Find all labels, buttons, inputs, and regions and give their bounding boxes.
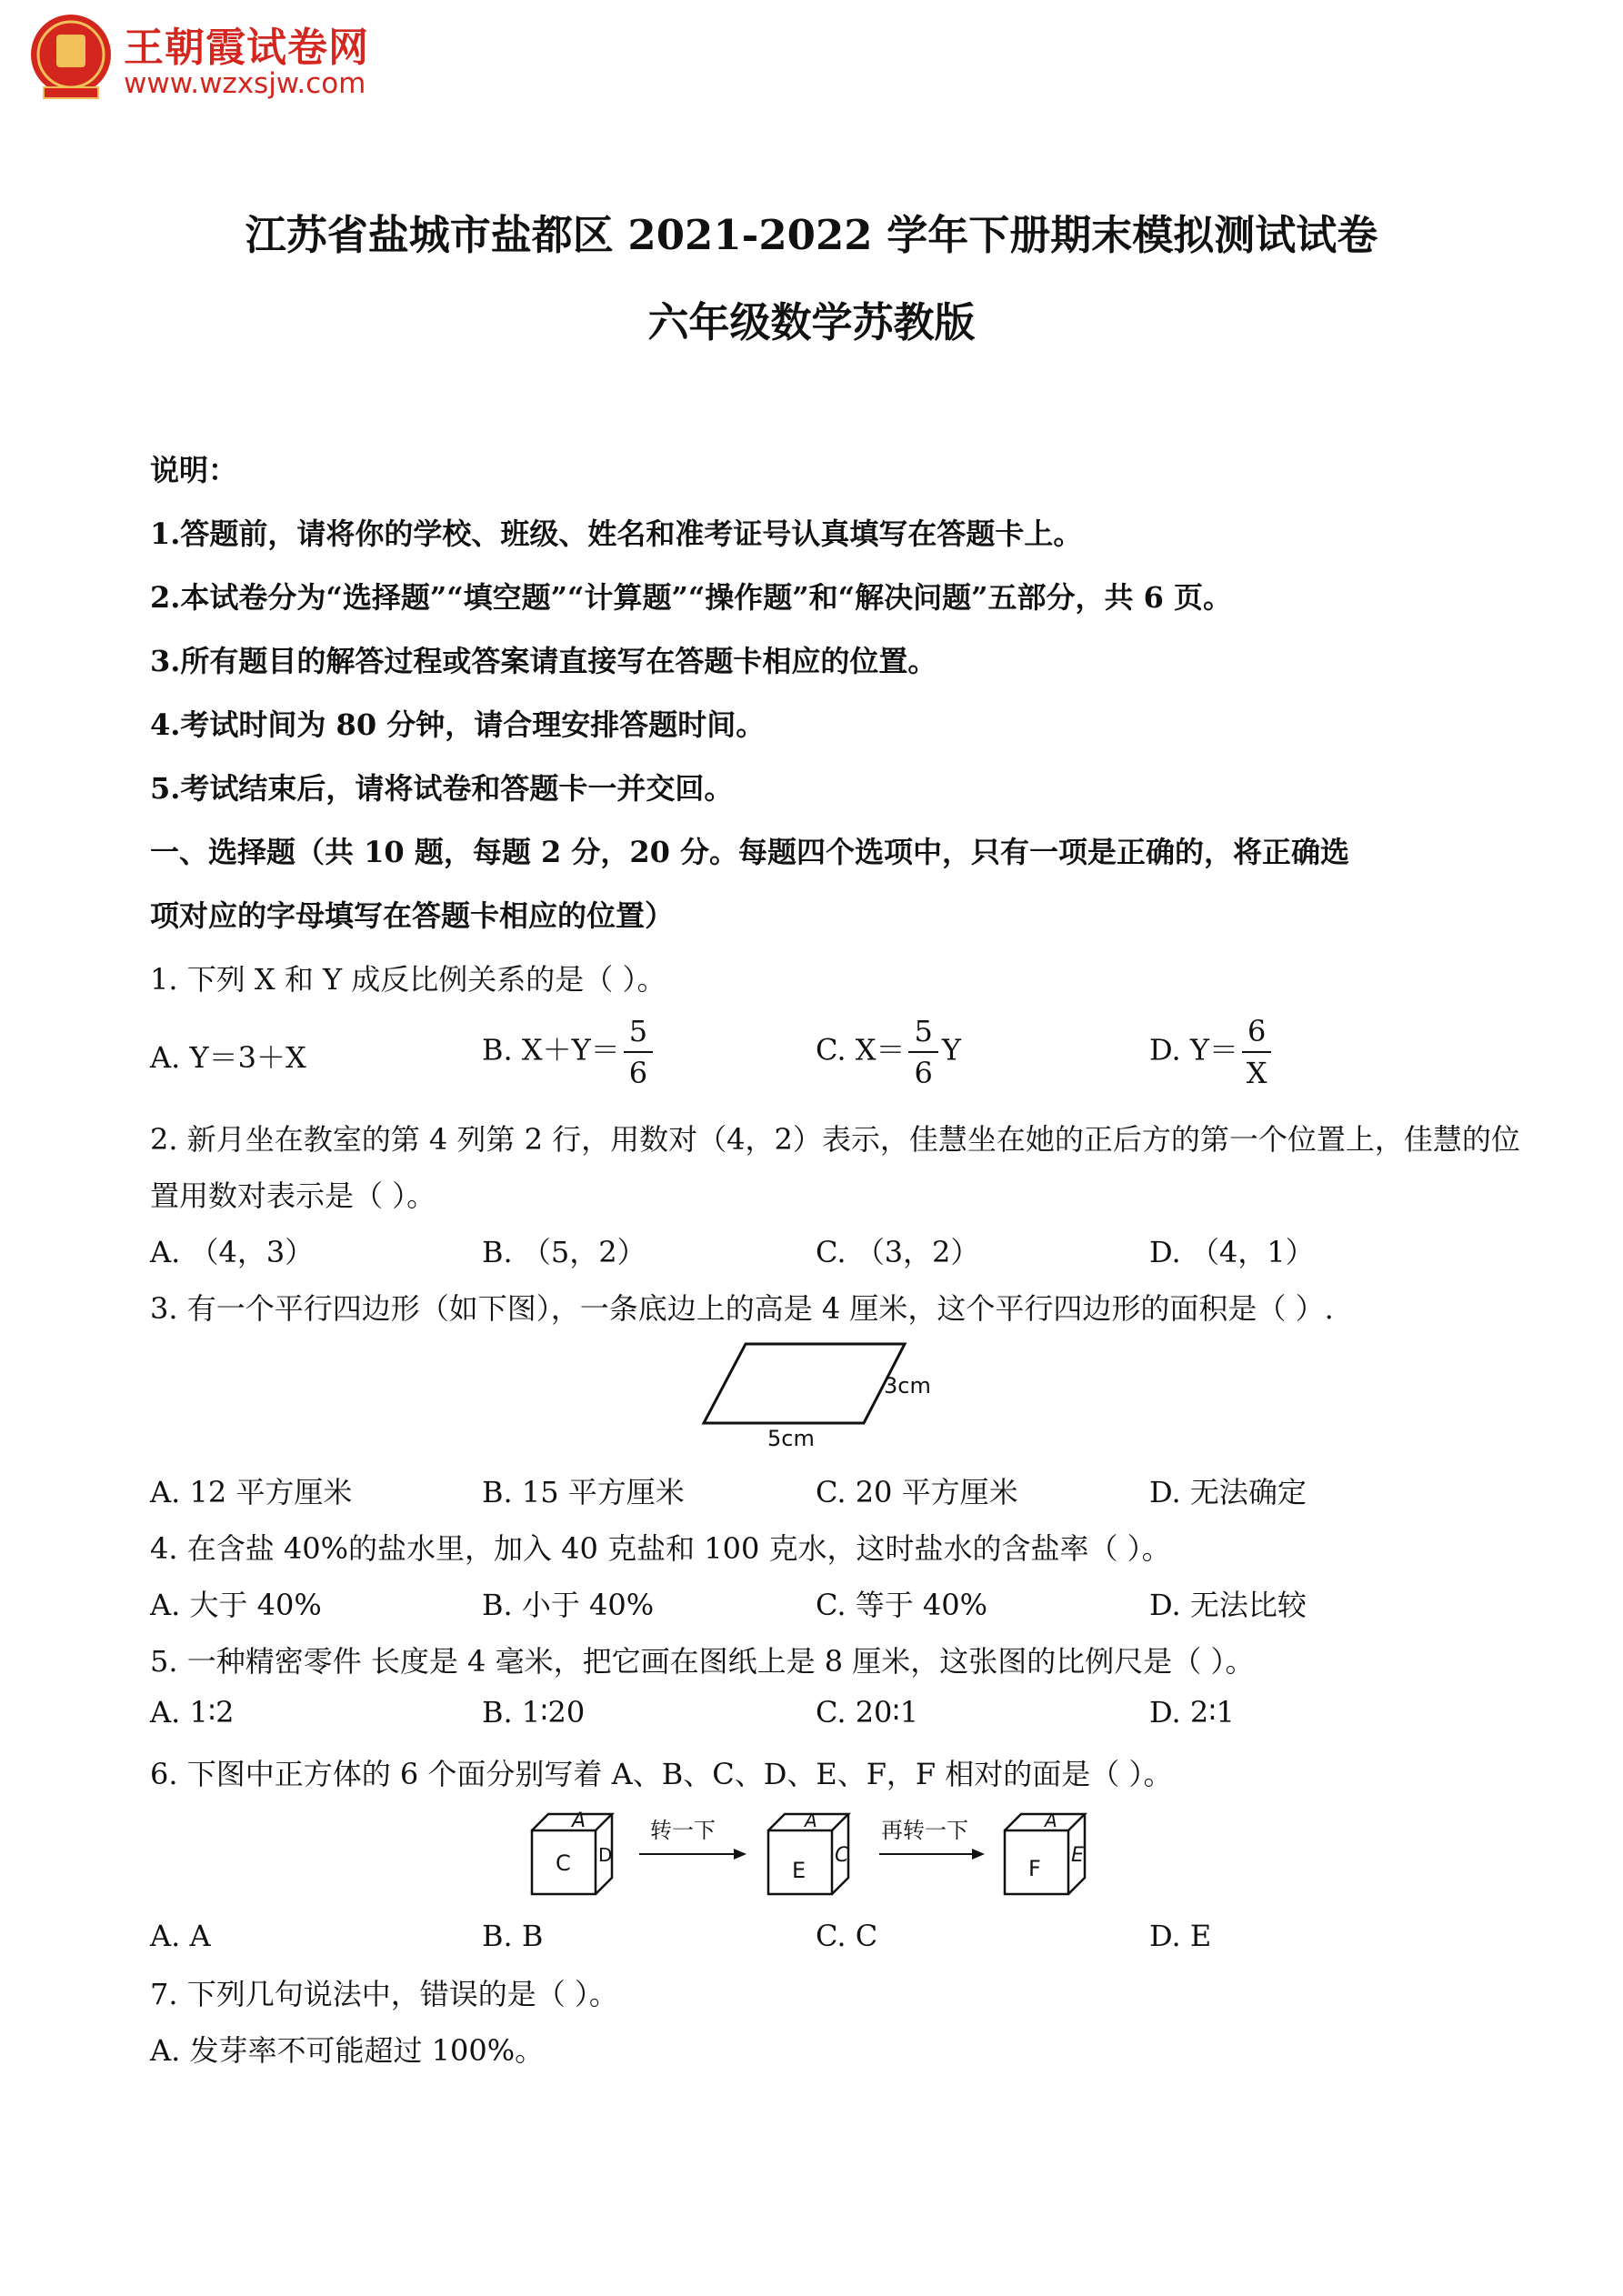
cube-3-front-label: F [1028, 1856, 1041, 1881]
question-1-option-a[interactable]: A. Y＝3＋X [150, 1040, 306, 1075]
question-1-option-b[interactable] [482, 1011, 656, 1093]
question-7-option-a[interactable]: A. 发芽率不可能超过 100%。 [150, 2033, 545, 2068]
site-logo[interactable] [25, 11, 571, 106]
option-b-prefix: B. X＋Y＝ [482, 1032, 620, 1068]
cube-2-front-label: E [792, 1858, 806, 1883]
question-3-option-d[interactable]: D. 无法确定 [1149, 1475, 1307, 1509]
question-6-option-a[interactable]: A. A [150, 1919, 211, 1953]
instructions-heading: 说明： [150, 453, 238, 487]
base-length-label: 5cm [767, 1426, 815, 1450]
logo-url[interactable]: www.wzxsjw.com [124, 67, 366, 100]
question-5-option-a[interactable]: A. 1∶2 [150, 1695, 235, 1730]
seal-logo-icon [25, 11, 116, 102]
section-heading: 一、选择题（共 10 题，每题 2 分，20 分。每题四个选项中，只有一项是正确的，将正确选 [150, 835, 1350, 869]
question-5-option-b[interactable]: B. 1∶20 [482, 1695, 586, 1730]
parallelogram-figure [691, 1337, 946, 1450]
question-4-stem: 4. 在含盐 40%的盐水里，加入 40 克盐和 100 克水，这时盐水的含盐率（ ）。 [150, 1531, 1171, 1566]
question-3-option-a[interactable]: A. 12 平方厘米 [150, 1475, 353, 1509]
exam-subtitle: 六年级数学苏教版 [647, 298, 976, 346]
question-3-option-b[interactable]: B. 15 平方厘米 [482, 1475, 685, 1509]
question-1-option-c[interactable] [816, 1011, 961, 1093]
cube-2-top-label: A [805, 1810, 817, 1831]
question-4-option-c[interactable]: C. 等于 40% [816, 1588, 987, 1622]
cube-3-top-label: A [1045, 1810, 1057, 1831]
question-1-option-d[interactable] [1149, 1011, 1275, 1093]
fraction: $\frac{6}{X}$ [1242, 1011, 1271, 1093]
logo-title: 王朝霞试卷网 [124, 25, 369, 71]
cube-3-side-label: E [1071, 1844, 1084, 1867]
cube-1-top-label: A [572, 1810, 586, 1832]
question-5-option-c[interactable]: C. 20∶1 [816, 1695, 919, 1730]
instruction-item: 3.所有题目的解答过程或答案请直接写在答题卡相应的位置。 [150, 644, 937, 678]
question-2-option-a[interactable]: A. （4，3） [150, 1235, 315, 1269]
fraction: $\frac{5}{6}$ [624, 1011, 653, 1093]
cube-2-side-label: C [835, 1844, 849, 1867]
question-2-stem: 2. 新月坐在教室的第 4 列第 2 行，用数对（4，2）表示，佳慧坐在她的正后方的第一个位置上，佳慧的位 [150, 1122, 1520, 1157]
instruction-item: 4.考试时间为 80 分钟，请合理安排答题时间。 [150, 707, 766, 742]
instruction-item: 2.本试卷分为“选择题”“填空题”“计算题”“操作题”和“解决问题”五部分，共 6 页。 [150, 580, 1233, 615]
option-c-suffix: Y [941, 1032, 961, 1068]
arrow-2-label: 再转一下 [881, 1818, 968, 1843]
question-1-stem: 1. 下列 X 和 Y 成反比例关系的是（ ）。 [150, 962, 666, 997]
fraction: $\frac{5}{6}$ [908, 1011, 937, 1093]
question-2-option-b[interactable]: B. （5，2） [482, 1235, 646, 1269]
question-6-option-b[interactable]: B. B [482, 1919, 544, 1953]
question-6-stem: 6. 下图中正方体的 6 个面分别写着 A、B、C、D、E、F，F 相对的面是（ ）。 [150, 1757, 1173, 1791]
arrow-1-label: 转一下 [650, 1818, 716, 1843]
question-2-option-d[interactable]: D. （4，1） [1149, 1235, 1315, 1269]
side-length-label: 3cm [884, 1373, 931, 1399]
question-5-option-d[interactable]: D. 2∶1 [1149, 1695, 1235, 1730]
question-4-option-a[interactable]: A. 大于 40% [150, 1588, 322, 1622]
cube-1-front-label: C [556, 1850, 571, 1876]
question-2-option-c[interactable]: C. （3，2） [816, 1235, 980, 1269]
question-4-option-d[interactable]: D. 无法比较 [1149, 1588, 1307, 1622]
instruction-item: 1.答题前，请将你的学校、班级、姓名和准考证号认真填写在答题卡上。 [150, 516, 1083, 551]
option-c-prefix: C. X＝ [816, 1032, 906, 1068]
section-heading: 项对应的字母填写在答题卡相应的位置） [150, 898, 675, 933]
question-6-option-c[interactable]: C. C [816, 1919, 878, 1953]
arrow-1-head-icon [734, 1849, 746, 1860]
instruction-item: 5.考试结束后，请将试卷和答题卡一并交回。 [150, 771, 734, 806]
question-3-option-c[interactable]: C. 20 平方厘米 [816, 1475, 1018, 1509]
option-d-prefix: D. Y＝ [1149, 1032, 1238, 1068]
arrow-2-head-icon [972, 1849, 985, 1860]
question-6-option-d[interactable]: D. E [1149, 1919, 1212, 1953]
question-3-stem: 3. 有一个平行四边形（如下图），一条底边上的高是 4 厘米，这个平行四边形的面积是（ ）. [150, 1291, 1334, 1326]
question-7-stem: 7. 下列几句说法中，错误的是（ ）。 [150, 1977, 618, 2011]
question-4-option-b[interactable]: B. 小于 40% [482, 1588, 655, 1622]
question-5-stem: 5. 一种精密零件 长度是 4 毫米，把它画在图纸上是 8 厘米，这张图的比例尺是（ ）。 [150, 1644, 1255, 1679]
cube-1-side-label: D [598, 1844, 613, 1866]
parallelogram-shape [704, 1344, 905, 1423]
cube-rotation-figure [523, 1805, 1114, 1905]
exam-title: 江苏省盐城市盐都区 2021-2022 学年下册期末模拟测试试卷 [245, 211, 1378, 259]
question-2-stem: 置用数对表示是（ ）。 [150, 1178, 436, 1213]
